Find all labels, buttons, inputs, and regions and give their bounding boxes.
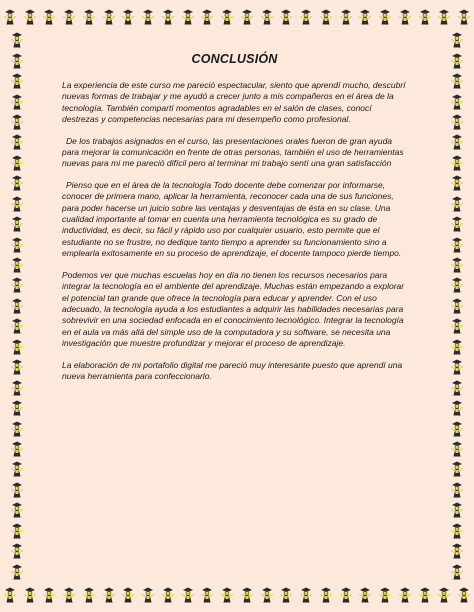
paragraph-5: La elaboración de mi portafolio digital me pareció muy interesante puesto que aprendí una nueva herramienta para confeccionarlo. xyxy=(62,359,403,381)
graduate-figure-icon xyxy=(220,586,234,604)
graduate-figure-icon xyxy=(10,358,24,376)
graduate-figure-icon xyxy=(181,8,195,26)
graduate-figure-icon xyxy=(121,8,135,26)
graduate-figure-icon xyxy=(10,256,24,274)
graduate-figure-icon xyxy=(450,420,464,438)
graduate-figure-icon xyxy=(299,586,313,604)
graduate-figure-icon xyxy=(10,154,24,172)
graduate-figure-icon xyxy=(10,113,24,131)
graduate-figure-icon xyxy=(102,586,116,604)
graduate-figure-icon xyxy=(450,317,464,335)
graduate-figure-icon xyxy=(42,8,56,26)
graduate-figure-icon xyxy=(450,215,464,233)
graduate-figure-icon xyxy=(240,8,254,26)
graduate-figure-icon xyxy=(260,8,274,26)
graduate-figure-icon xyxy=(450,154,464,172)
graduate-figure-icon xyxy=(279,8,293,26)
graduate-figure-icon xyxy=(299,8,313,26)
border-top xyxy=(0,4,474,30)
graduate-figure-icon xyxy=(450,31,464,49)
graduate-figure-icon xyxy=(450,481,464,499)
graduate-figure-icon xyxy=(10,297,24,315)
graduate-figure-icon xyxy=(339,586,353,604)
graduate-figure-icon xyxy=(141,586,155,604)
graduate-figure-icon xyxy=(450,358,464,376)
graduate-figure-icon xyxy=(450,174,464,192)
graduate-figure-icon xyxy=(62,8,76,26)
graduate-figure-icon xyxy=(10,501,24,519)
graduate-figure-icon xyxy=(10,542,24,560)
graduate-figure-icon xyxy=(450,52,464,70)
graduate-figure-icon xyxy=(161,8,175,26)
paragraph-3: Pienso que en el área de la tecnología Todo docente debe comenzar por informarse, conocer de primera mano, aplicar la herramienta, reconocer cada una de sus funciones, para poder hacerse un juicio sobre las ventajas y desventajas de ésta en su clase. Una cualidad importante al tomar en cuenta una herramienta tecnológica es su grado de inductividad, es decir, su fácil y rápido uso por cualquier usuario, esto permite que el estudiante no se frustre, no dedique tanto tiempo a aprender su funcionamiento sino a emplearla exitosamente en su proceso de aprendizaje, el docente tampoco pierde tiempo. xyxy=(62,179,402,259)
paragraph-1: La experiencia de este curso me pareció espectacular, siento que aprendí mucho, descubrí nuevas formas de trabajar y me ayudó a crecer junto a mis compañeros en el área de la tecnología. También compartí momentos agradables en el salón de clases, conocí destrezas y competencias necesarias para mi desempeño como profesional. xyxy=(62,80,406,125)
graduate-figure-icon xyxy=(10,440,24,458)
graduate-figure-icon xyxy=(181,586,195,604)
graduate-figure-icon xyxy=(279,586,293,604)
page-title: CONCLUSIÓN xyxy=(191,52,278,66)
graduate-figure-icon xyxy=(398,586,412,604)
graduate-figure-icon xyxy=(260,586,274,604)
graduate-figure-icon xyxy=(398,8,412,26)
graduate-figure-icon xyxy=(82,8,96,26)
graduate-figure-icon xyxy=(10,420,24,438)
graduate-figure-icon xyxy=(10,522,24,540)
paragraph-2: De los trabajos asignados en el curso, las presentaciones orales fueron de gran ayuda para mejorar la comunicación en frente de otras personas, también el uso de herramientas nuevas para mi me pareció difícil pero al terminar mi trabajo sentí una gran satisfacción xyxy=(62,135,404,169)
graduate-figure-icon xyxy=(319,8,333,26)
graduate-figure-icon xyxy=(200,586,214,604)
graduate-figure-icon xyxy=(10,399,24,417)
graduate-figure-icon xyxy=(240,586,254,604)
graduate-figure-icon xyxy=(319,586,333,604)
graduate-figure-icon xyxy=(42,586,56,604)
graduate-figure-icon xyxy=(220,8,234,26)
graduate-figure-icon xyxy=(62,586,76,604)
graduate-figure-icon xyxy=(10,72,24,90)
graduate-figure-icon xyxy=(3,8,17,26)
graduate-figure-icon xyxy=(10,338,24,356)
graduate-figure-icon xyxy=(161,586,175,604)
graduate-figure-icon xyxy=(82,586,96,604)
graduate-figure-icon xyxy=(378,8,392,26)
graduate-figure-icon xyxy=(437,586,451,604)
graduate-figure-icon xyxy=(457,8,471,26)
graduate-figure-icon xyxy=(450,460,464,478)
graduate-figure-icon xyxy=(418,8,432,26)
graduate-figure-icon xyxy=(358,8,372,26)
graduate-figure-icon xyxy=(10,317,24,335)
graduate-figure-icon xyxy=(378,586,392,604)
graduate-figure-icon xyxy=(102,8,116,26)
graduate-figure-icon xyxy=(23,586,37,604)
graduate-figure-icon xyxy=(10,174,24,192)
graduate-figure-icon xyxy=(437,8,451,26)
border-left xyxy=(4,30,30,582)
graduate-figure-icon xyxy=(450,256,464,274)
graduate-figure-icon xyxy=(450,440,464,458)
graduate-figure-icon xyxy=(10,460,24,478)
graduate-figure-icon xyxy=(450,399,464,417)
graduate-figure-icon xyxy=(10,379,24,397)
graduate-figure-icon xyxy=(450,379,464,397)
graduate-figure-icon xyxy=(121,586,135,604)
graduate-figure-icon xyxy=(450,338,464,356)
graduate-figure-icon xyxy=(141,8,155,26)
graduate-figure-icon xyxy=(450,276,464,294)
border-bottom xyxy=(0,582,474,608)
graduate-figure-icon xyxy=(418,586,432,604)
graduate-figure-icon xyxy=(450,542,464,560)
graduate-figure-icon xyxy=(10,31,24,49)
graduate-figure-icon xyxy=(450,563,464,581)
graduate-figure-icon xyxy=(10,93,24,111)
graduate-figure-icon xyxy=(10,236,24,254)
graduate-figure-icon xyxy=(10,52,24,70)
graduate-figure-icon xyxy=(23,8,37,26)
graduate-figure-icon xyxy=(10,276,24,294)
graduate-figure-icon xyxy=(3,586,17,604)
border-right xyxy=(444,30,470,582)
graduate-figure-icon xyxy=(200,8,214,26)
graduate-figure-icon xyxy=(457,586,471,604)
paragraph-4: Podemos ver que muchas escuelas hoy en día no tienen los recursos necesarios para integrar la tecnología en el ambiente del aprendizaje. Muchas están empezando a explorar el potencial tan grande que ofrece la tecnología para educar y aprender. Con el uso adecuado, la tecnología ayuda a los estudiantes a adquirir las habilidades necesarias para sobrevivir en una sociedad enfocada en el conocimiento tecnológico. Integrar la tecnología en el aula va más allá del simple uso de la computadora y su software, se necesita una investigación que muestre profundizar y mejorar el proceso de aprendizaje. xyxy=(62,269,405,349)
graduate-figure-icon xyxy=(358,586,372,604)
graduate-figure-icon xyxy=(450,113,464,131)
graduate-figure-icon xyxy=(450,133,464,151)
document-body xyxy=(62,52,407,392)
graduate-figure-icon xyxy=(450,297,464,315)
graduate-figure-icon xyxy=(450,72,464,90)
graduate-figure-icon xyxy=(10,563,24,581)
graduate-figure-icon xyxy=(10,133,24,151)
graduate-figure-icon xyxy=(339,8,353,26)
graduate-figure-icon xyxy=(10,215,24,233)
graduate-figure-icon xyxy=(10,481,24,499)
graduate-figure-icon xyxy=(450,236,464,254)
graduate-figure-icon xyxy=(450,501,464,519)
graduate-figure-icon xyxy=(450,522,464,540)
graduate-figure-icon xyxy=(10,195,24,213)
graduate-figure-icon xyxy=(450,195,464,213)
graduate-figure-icon xyxy=(450,93,464,111)
